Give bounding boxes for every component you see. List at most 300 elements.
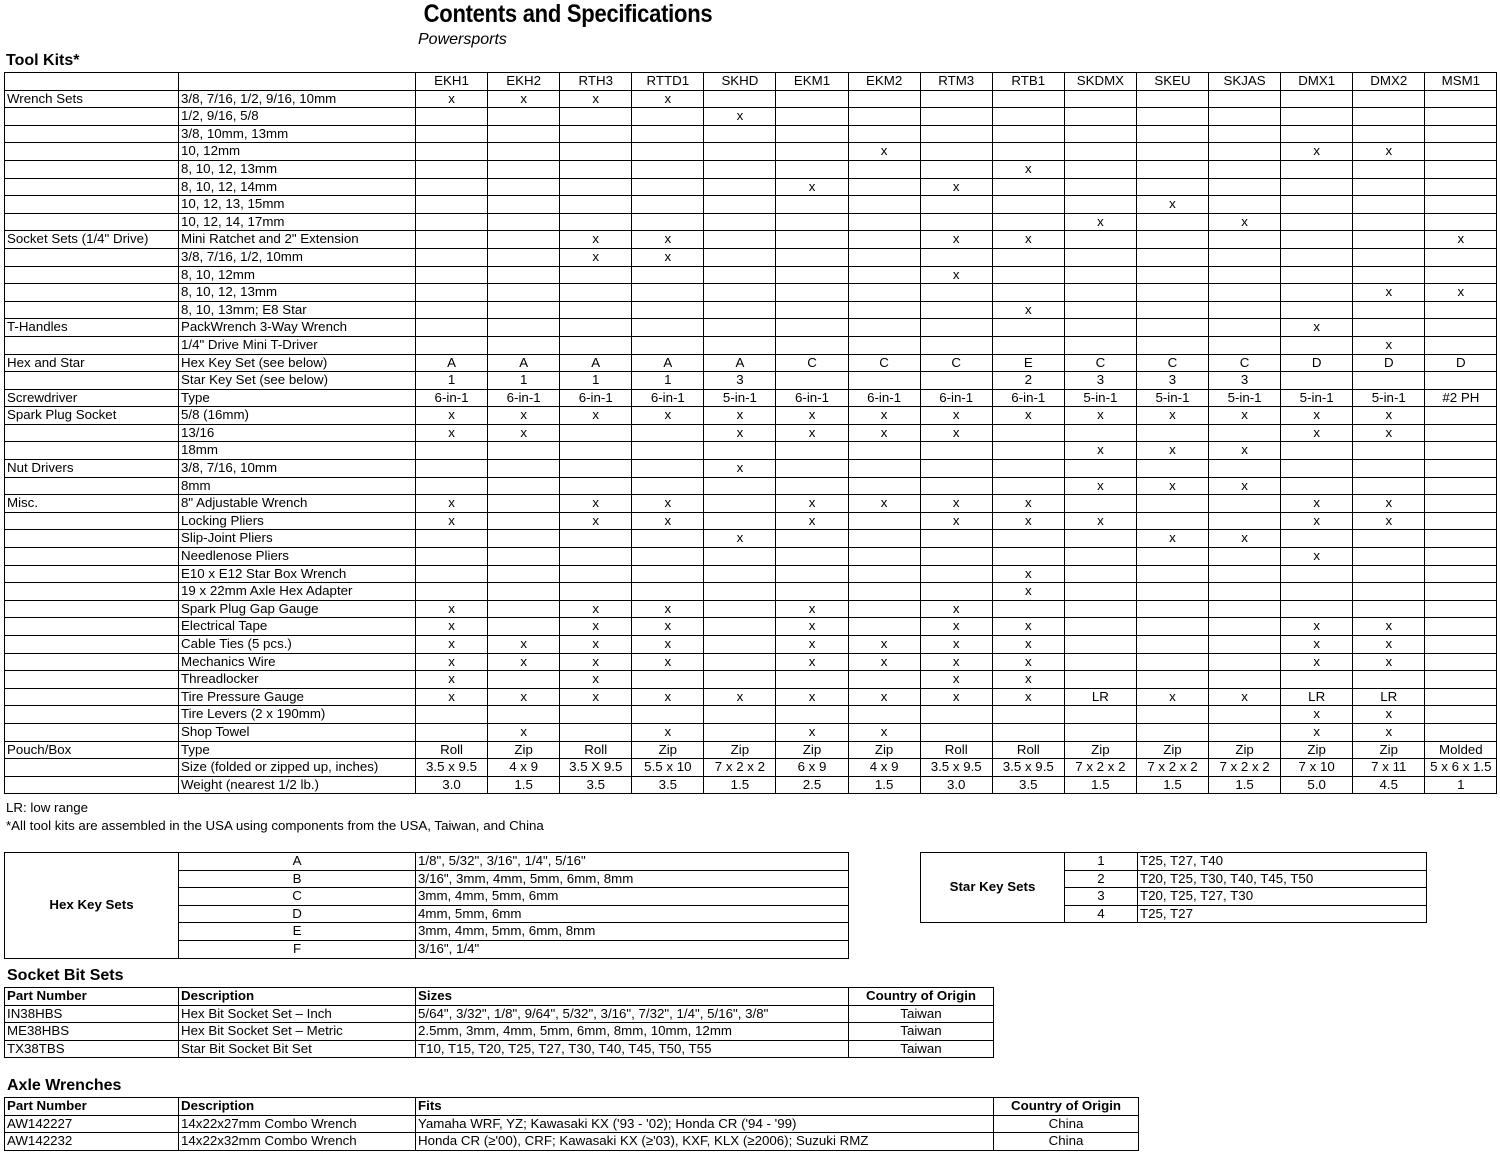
kit-value-cell: [488, 143, 560, 161]
kit-value-cell: [848, 565, 920, 583]
hex-key-sizes: 4mm, 5mm, 6mm: [416, 905, 849, 923]
kit-value-cell: 7 x 10: [1281, 759, 1353, 777]
kit-value-cell: [1353, 600, 1425, 618]
kit-value-cell: [1064, 723, 1136, 741]
kit-value-cell: [632, 178, 704, 196]
kit-value-cell: [1425, 266, 1497, 284]
kit-value-cell: [560, 460, 632, 478]
kit-value-cell: [488, 442, 560, 460]
table-row: [5, 143, 1497, 161]
item-cell: Spark Plug Gap Gauge: [179, 600, 416, 618]
kit-value-cell: [992, 90, 1064, 108]
kit-value-cell: [1353, 213, 1425, 231]
kit-value-cell: [920, 125, 992, 143]
kit-value-cell: x: [704, 688, 776, 706]
kit-value-cell: x: [632, 231, 704, 249]
kit-value-cell: x: [1353, 618, 1425, 636]
category-cell: [5, 248, 179, 266]
kit-value-cell: x: [704, 460, 776, 478]
kit-value-cell: [1281, 583, 1353, 601]
kit-value-cell: x: [1425, 231, 1497, 249]
kit-value-cell: [1209, 512, 1281, 530]
item-cell: 8mm: [179, 477, 416, 495]
kit-value-cell: [920, 196, 992, 214]
kit-value-cell: [704, 723, 776, 741]
kit-value-cell: x: [416, 636, 488, 654]
axle-wrenches-column-header: Description: [179, 1098, 416, 1116]
toolkits-header-row: [5, 73, 1497, 91]
category-cell: [5, 512, 179, 530]
kit-value-cell: x: [992, 512, 1064, 530]
kit-value-cell: [848, 160, 920, 178]
kit-value-cell: [1281, 248, 1353, 266]
kit-value-cell: x: [560, 671, 632, 689]
kit-value-cell: [1281, 372, 1353, 390]
kit-value-cell: [1064, 319, 1136, 337]
kit-value-cell: [992, 248, 1064, 266]
kit-value-cell: x: [920, 231, 992, 249]
kit-value-cell: LR: [1281, 688, 1353, 706]
table-row: [5, 653, 1497, 671]
axle-wrenches-cell: Yamaha WRF, YZ; Kawasaki KX ('93 - '02); Honda CR ('94 - '99): [416, 1115, 994, 1133]
kit-value-cell: [704, 231, 776, 249]
item-cell: 8, 10, 12mm: [179, 266, 416, 284]
hex-key-sets-table: [4, 852, 849, 959]
kit-value-cell: x: [776, 653, 848, 671]
kit-value-cell: [488, 530, 560, 548]
kit-value-cell: 2.5: [776, 776, 848, 794]
table-row: [5, 618, 1497, 636]
kit-value-cell: x: [632, 248, 704, 266]
kit-value-cell: Zip: [1353, 741, 1425, 759]
kit-value-cell: x: [848, 143, 920, 161]
kit-value-cell: [632, 213, 704, 231]
kit-value-cell: 1: [1425, 776, 1497, 794]
kit-value-cell: [848, 530, 920, 548]
kit-value-cell: [632, 565, 704, 583]
table-row: [5, 231, 1497, 249]
category-cell: [5, 671, 179, 689]
kit-value-cell: [992, 336, 1064, 354]
kit-value-cell: [704, 706, 776, 724]
table-row: [5, 213, 1497, 231]
kit-value-cell: x: [1353, 512, 1425, 530]
kit-value-cell: [416, 301, 488, 319]
kit-value-cell: 3.0: [920, 776, 992, 794]
kit-value-cell: x: [416, 600, 488, 618]
kit-value-cell: [704, 336, 776, 354]
kit-value-cell: x: [1064, 442, 1136, 460]
kit-value-cell: [416, 583, 488, 601]
category-cell: T-Handles: [5, 319, 179, 337]
kit-value-cell: [704, 548, 776, 566]
kit-value-cell: [704, 512, 776, 530]
kit-value-cell: 5-in-1: [1136, 389, 1208, 407]
kit-value-cell: 5.5 x 10: [632, 759, 704, 777]
kit-value-cell: [1064, 636, 1136, 654]
kit-value-cell: [1425, 723, 1497, 741]
kit-value-cell: x: [776, 600, 848, 618]
table-row: [5, 90, 1497, 108]
kit-value-cell: x: [1136, 442, 1208, 460]
kit-value-cell: [704, 301, 776, 319]
kit-value-cell: [416, 143, 488, 161]
kit-value-cell: x: [1136, 477, 1208, 495]
kit-value-cell: [704, 495, 776, 513]
socket-bits-cell: Hex Bit Socket Set – Inch: [179, 1005, 416, 1023]
kit-value-cell: x: [992, 583, 1064, 601]
category-cell: [5, 336, 179, 354]
kit-value-cell: [416, 706, 488, 724]
kit-value-cell: x: [848, 653, 920, 671]
category-cell: [5, 178, 179, 196]
table-row: [5, 600, 1497, 618]
kit-value-cell: x: [1353, 143, 1425, 161]
kit-value-cell: [776, 143, 848, 161]
table-row: [921, 853, 1427, 871]
kit-value-cell: [848, 196, 920, 214]
kit-value-cell: [416, 548, 488, 566]
kit-value-cell: 3.5 x 9.5: [992, 759, 1064, 777]
kit-value-cell: [1425, 196, 1497, 214]
socket-bits-header-row: [5, 988, 994, 1006]
kit-value-cell: x: [1353, 723, 1425, 741]
kit-column-header: EKH1: [416, 73, 488, 91]
kit-value-cell: E: [992, 354, 1064, 372]
kit-value-cell: [848, 477, 920, 495]
kit-value-cell: [920, 143, 992, 161]
kit-value-cell: [776, 108, 848, 126]
hex-key-code: A: [179, 853, 416, 871]
kit-value-cell: x: [1353, 424, 1425, 442]
kit-value-cell: [560, 213, 632, 231]
kit-value-cell: [1064, 301, 1136, 319]
item-cell: Tire Pressure Gauge: [179, 688, 416, 706]
kit-value-cell: [1064, 248, 1136, 266]
kit-value-cell: [1353, 301, 1425, 319]
kit-value-cell: [488, 495, 560, 513]
kit-value-cell: x: [992, 653, 1064, 671]
kit-value-cell: [704, 266, 776, 284]
kit-value-cell: x: [1281, 407, 1353, 425]
kit-value-cell: [848, 372, 920, 390]
kit-value-cell: x: [416, 407, 488, 425]
kit-value-cell: [416, 213, 488, 231]
kit-value-cell: [560, 548, 632, 566]
kit-value-cell: [920, 284, 992, 302]
kit-value-cell: [704, 636, 776, 654]
kit-value-cell: x: [1209, 530, 1281, 548]
kit-value-cell: 5-in-1: [1209, 389, 1281, 407]
kit-value-cell: [488, 231, 560, 249]
star-key-code: 2: [1065, 870, 1138, 888]
kit-value-cell: [776, 90, 848, 108]
kit-column-header: EKM1: [776, 73, 848, 91]
kit-value-cell: x: [632, 90, 704, 108]
kit-value-cell: [560, 196, 632, 214]
socket-bits-cell: TX38TBS: [5, 1040, 179, 1058]
axle-wrenches-cell: Honda CR (≥'00), CRF; Kawasaki KX (≥'03), KXF, KLX (≥2006); Suzuki RMZ: [416, 1133, 994, 1151]
hex-key-code: D: [179, 905, 416, 923]
kit-value-cell: [416, 319, 488, 337]
kit-value-cell: [1353, 266, 1425, 284]
kit-value-cell: [1136, 548, 1208, 566]
kit-value-cell: [1353, 125, 1425, 143]
page-title: Contents and Specifications: [423, 0, 713, 28]
kit-value-cell: 5-in-1: [704, 389, 776, 407]
kit-value-cell: [848, 460, 920, 478]
kit-value-cell: [848, 548, 920, 566]
kit-value-cell: [416, 284, 488, 302]
kit-value-cell: [776, 284, 848, 302]
table-row: [5, 196, 1497, 214]
kit-value-cell: [632, 583, 704, 601]
kit-value-cell: [920, 108, 992, 126]
kit-value-cell: x: [1064, 213, 1136, 231]
kit-value-cell: [488, 336, 560, 354]
kit-value-cell: [1425, 125, 1497, 143]
kit-value-cell: x: [632, 653, 704, 671]
kit-value-cell: 7 x 2 x 2: [1136, 759, 1208, 777]
kit-value-cell: x: [632, 723, 704, 741]
kit-value-cell: [920, 90, 992, 108]
kit-value-cell: [560, 336, 632, 354]
axle-wrenches-column-header: Fits: [416, 1098, 994, 1116]
kit-value-cell: [704, 600, 776, 618]
kit-value-cell: x: [416, 688, 488, 706]
kit-value-cell: 1.5: [1064, 776, 1136, 794]
star-key-code: 1: [1065, 853, 1138, 871]
kit-value-cell: Roll: [920, 741, 992, 759]
hex-key-code: C: [179, 888, 416, 906]
kit-value-cell: [1064, 600, 1136, 618]
kit-value-cell: x: [560, 495, 632, 513]
kit-value-cell: [488, 477, 560, 495]
kit-value-cell: [1209, 108, 1281, 126]
hex-key-code: B: [179, 870, 416, 888]
kit-value-cell: [848, 248, 920, 266]
hex-key-sizes: 3mm, 4mm, 5mm, 6mm: [416, 888, 849, 906]
kit-value-cell: [416, 231, 488, 249]
item-cell: Slip-Joint Pliers: [179, 530, 416, 548]
kit-value-cell: 3: [1209, 372, 1281, 390]
item-cell: Mini Ratchet and 2" Extension: [179, 231, 416, 249]
socket-bits-table: [4, 987, 994, 1058]
kit-value-cell: x: [1209, 442, 1281, 460]
kit-value-cell: [1136, 90, 1208, 108]
kit-value-cell: [776, 196, 848, 214]
kit-column-header: SKHD: [704, 73, 776, 91]
kit-value-cell: [1136, 213, 1208, 231]
category-cell: [5, 266, 179, 284]
kit-value-cell: [1136, 108, 1208, 126]
kit-column-header: RTB1: [992, 73, 1064, 91]
kit-value-cell: 1: [488, 372, 560, 390]
kit-value-cell: [1353, 178, 1425, 196]
item-cell: 10, 12mm: [179, 143, 416, 161]
kit-value-cell: x: [704, 407, 776, 425]
kit-value-cell: 5.0: [1281, 776, 1353, 794]
kit-value-cell: x: [560, 688, 632, 706]
table-row: [5, 512, 1497, 530]
kit-value-cell: [776, 336, 848, 354]
kit-value-cell: [992, 178, 1064, 196]
kit-value-cell: Zip: [632, 741, 704, 759]
kit-value-cell: [1209, 565, 1281, 583]
kit-value-cell: [1209, 424, 1281, 442]
item-cell: Electrical Tape: [179, 618, 416, 636]
kit-value-cell: x: [1209, 213, 1281, 231]
note-assembly: *All tool kits are assembled in the USA using components from the USA, Taiwan, and China: [6, 818, 544, 833]
kit-value-cell: [1209, 248, 1281, 266]
kit-value-cell: [560, 178, 632, 196]
kit-value-cell: [1209, 160, 1281, 178]
table-row: [5, 1040, 994, 1058]
kit-value-cell: [1209, 653, 1281, 671]
kit-value-cell: [1425, 108, 1497, 126]
item-cell: Weight (nearest 1/2 lb.): [179, 776, 416, 794]
kit-value-cell: [848, 125, 920, 143]
socket-bits-column-header: Sizes: [416, 988, 849, 1006]
item-cell: 1/4" Drive Mini T-Driver: [179, 336, 416, 354]
kit-value-cell: LR: [1064, 688, 1136, 706]
kit-value-cell: [1209, 336, 1281, 354]
table-row: [5, 301, 1497, 319]
kit-value-cell: [992, 108, 1064, 126]
item-cell: Size (folded or zipped up, inches): [179, 759, 416, 777]
kit-value-cell: 4 x 9: [848, 759, 920, 777]
kit-value-cell: 6-in-1: [632, 389, 704, 407]
kit-value-cell: x: [776, 688, 848, 706]
kit-value-cell: A: [416, 354, 488, 372]
kit-value-cell: x: [1136, 196, 1208, 214]
kit-value-cell: [560, 477, 632, 495]
kit-value-cell: 3.5: [632, 776, 704, 794]
kit-value-cell: x: [632, 636, 704, 654]
item-cell: Hex Key Set (see below): [179, 354, 416, 372]
item-cell: 10, 12, 13, 15mm: [179, 196, 416, 214]
kit-value-cell: [488, 618, 560, 636]
item-cell: 3/8, 7/16, 1/2, 9/16, 10mm: [179, 90, 416, 108]
kit-value-cell: 5-in-1: [1281, 389, 1353, 407]
star-key-sizes: T25, T27, T40: [1138, 853, 1427, 871]
kit-value-cell: x: [920, 671, 992, 689]
kit-value-cell: x: [920, 424, 992, 442]
kit-value-cell: [632, 196, 704, 214]
kit-value-cell: A: [704, 354, 776, 372]
kit-value-cell: [488, 248, 560, 266]
kit-value-cell: [632, 319, 704, 337]
kit-value-cell: 1: [632, 372, 704, 390]
kit-value-cell: [1136, 653, 1208, 671]
kit-value-cell: #2 PH: [1425, 389, 1497, 407]
kit-value-cell: C: [848, 354, 920, 372]
kit-value-cell: [1209, 723, 1281, 741]
hex-key-sizes: 3/16", 3mm, 4mm, 5mm, 6mm, 8mm: [416, 870, 849, 888]
kit-value-cell: [992, 477, 1064, 495]
kit-value-cell: [1353, 442, 1425, 460]
kit-value-cell: 7 x 2 x 2: [704, 759, 776, 777]
kit-value-cell: [1136, 266, 1208, 284]
kit-value-cell: D: [1425, 354, 1497, 372]
kit-value-cell: A: [632, 354, 704, 372]
kit-value-cell: [1281, 125, 1353, 143]
kit-value-cell: [704, 178, 776, 196]
kit-value-cell: [992, 424, 1064, 442]
kit-value-cell: x: [1281, 653, 1353, 671]
kit-value-cell: [632, 143, 704, 161]
kit-value-cell: x: [776, 178, 848, 196]
kit-value-cell: x: [992, 495, 1064, 513]
kit-value-cell: Zip: [776, 741, 848, 759]
kit-value-cell: [560, 583, 632, 601]
table-row: [5, 583, 1497, 601]
kit-value-cell: 5-in-1: [1353, 389, 1425, 407]
star-key-code: 3: [1065, 888, 1138, 906]
kit-value-cell: 3.5 x 9.5: [920, 759, 992, 777]
kit-value-cell: [560, 442, 632, 460]
kit-value-cell: [1209, 548, 1281, 566]
kit-value-cell: x: [1281, 424, 1353, 442]
kit-value-cell: [848, 231, 920, 249]
table-row: [5, 407, 1497, 425]
kit-value-cell: [848, 90, 920, 108]
item-cell: Type: [179, 389, 416, 407]
kit-value-cell: [1209, 125, 1281, 143]
kit-value-cell: [920, 160, 992, 178]
item-cell: PackWrench 3-Way Wrench: [179, 319, 416, 337]
kit-value-cell: [776, 319, 848, 337]
page-subtitle: Powersports: [418, 31, 507, 48]
kit-value-cell: [920, 548, 992, 566]
category-cell: [5, 143, 179, 161]
kit-value-cell: x: [992, 160, 1064, 178]
kit-value-cell: [1064, 143, 1136, 161]
kit-value-cell: [1353, 583, 1425, 601]
kit-value-cell: x: [1353, 495, 1425, 513]
kit-value-cell: [848, 671, 920, 689]
kit-value-cell: [1064, 530, 1136, 548]
kit-value-cell: x: [1136, 530, 1208, 548]
kit-value-cell: 4.5: [1353, 776, 1425, 794]
kit-value-cell: [1209, 143, 1281, 161]
kit-value-cell: [1064, 424, 1136, 442]
category-cell: [5, 424, 179, 442]
kit-value-cell: [1353, 548, 1425, 566]
category-cell: [5, 636, 179, 654]
table-row: [5, 759, 1497, 777]
kit-value-cell: 6 x 9: [776, 759, 848, 777]
kit-value-cell: x: [1425, 284, 1497, 302]
kit-value-cell: [1064, 284, 1136, 302]
kit-value-cell: [488, 108, 560, 126]
kit-value-cell: [1209, 460, 1281, 478]
kit-value-cell: x: [488, 653, 560, 671]
toolkits-table: [4, 72, 1497, 794]
kit-value-cell: A: [488, 354, 560, 372]
table-row: [5, 389, 1497, 407]
kit-value-cell: D: [1353, 354, 1425, 372]
category-cell: [5, 759, 179, 777]
kit-value-cell: x: [488, 424, 560, 442]
kit-value-cell: [1425, 372, 1497, 390]
kit-value-cell: 3: [1064, 372, 1136, 390]
kit-value-cell: [416, 723, 488, 741]
kit-value-cell: x: [560, 248, 632, 266]
kit-value-cell: [1425, 548, 1497, 566]
kit-value-cell: [776, 372, 848, 390]
kit-value-cell: [1281, 231, 1353, 249]
